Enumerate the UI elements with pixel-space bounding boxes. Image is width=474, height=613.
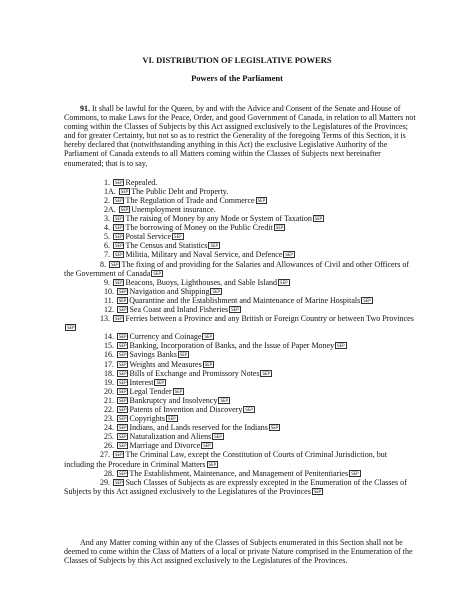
item-text: Legal Tender — [129, 386, 172, 396]
separator-glyph-icon: SEP — [115, 243, 123, 249]
separator-glyph-icon: SEP — [204, 334, 212, 340]
item-text: Quarantine and the Establishment and Maintenance of Marine Hospitals — [129, 295, 361, 305]
separator-glyph-icon: SEP — [119, 407, 127, 412]
separator-glyph-icon: SEP — [280, 279, 288, 285]
separator-glyph-icon: SEP — [115, 279, 123, 285]
separator-glyph-icon: SEP — [119, 434, 127, 440]
list-item — [64, 205, 418, 214]
item-text: The Criminal Law, except the Constitution of Courts of Criminal Jurisdiction, but including the Procedure in Criminal Matters — [64, 450, 387, 469]
list-item — [64, 332, 418, 341]
list-item — [64, 287, 418, 296]
separator-glyph-icon: SEP — [174, 234, 182, 240]
item-text: Indians, and Lands reserved for the Indians — [129, 423, 268, 433]
item-number: 23. — [104, 414, 114, 424]
list-item — [64, 314, 418, 332]
list-item — [64, 178, 418, 187]
item-number: 27. — [100, 450, 110, 460]
separator-glyph-icon: SEP — [220, 397, 228, 403]
separator-glyph-icon: SEP — [115, 197, 123, 203]
item-text: Naturalization and Aliens — [129, 432, 212, 442]
separator-glyph-icon: SEP — [208, 461, 217, 467]
separator-glyph-icon: SEP — [119, 343, 127, 349]
separator-glyph-icon: SEP — [115, 316, 123, 322]
separator-glyph-icon: SEP — [67, 325, 75, 331]
item-number: 1. — [104, 177, 110, 187]
separator-glyph-icon: SEP — [120, 188, 129, 194]
list-item — [64, 305, 418, 314]
closing-paragraph: And any Matter coming within any of the Classes of Subjects enumerated in this Section shall not be deemed to come within the Class of Matters of a local or private Nature comprised in the Enumeration of the Classes of Subjects by this Act assigned exclusively to the Legislatures of the Provinces. — [64, 538, 413, 566]
item-number: 2. — [104, 195, 110, 205]
item-text: Copyrights — [129, 414, 166, 424]
separator-glyph-icon: SEP — [275, 225, 284, 231]
item-text: Interest — [129, 377, 154, 387]
item-number: 8. — [100, 259, 106, 269]
separator-glyph-icon: SEP — [115, 252, 123, 258]
separator-glyph-icon: SEP — [210, 243, 218, 249]
separator-glyph-icon: SEP — [119, 370, 127, 376]
separator-glyph-icon: SEP — [351, 470, 359, 476]
list-item — [64, 450, 418, 468]
list-item — [64, 369, 418, 378]
separator-glyph-icon: SEP — [115, 179, 123, 185]
item-text: Ferries between a Province and any British or Foreign Country or between Two Provinces — [125, 314, 414, 324]
separator-glyph-icon: SEP — [156, 379, 164, 385]
separator-glyph-icon: SEP — [313, 488, 322, 494]
separator-glyph-icon: SEP — [115, 225, 123, 231]
item-number: 12. — [104, 304, 114, 314]
separator-glyph-icon: SEP — [119, 416, 127, 422]
item-text: Marriage and Divorce — [129, 441, 201, 451]
item-text: Currency and Coinage — [129, 332, 202, 342]
item-number: 15. — [104, 341, 114, 351]
separator-glyph-icon: SEP — [119, 379, 127, 385]
separator-glyph-icon: SEP — [212, 288, 220, 294]
enumerated-items-list — [64, 178, 418, 496]
separator-glyph-icon: SEP — [363, 297, 371, 303]
item-number: 1A. — [104, 186, 116, 196]
list-item — [64, 196, 418, 205]
separator-glyph-icon: SEP — [111, 261, 119, 267]
list-item — [64, 278, 418, 287]
separator-glyph-icon: SEP — [119, 352, 127, 358]
separator-glyph-icon: SEP — [270, 425, 279, 431]
list-item — [64, 469, 418, 478]
item-text: Sea Coast and Inland Fisheries — [129, 304, 229, 314]
list-item — [64, 378, 418, 387]
list-item — [64, 187, 418, 196]
item-text: Savings Banks — [129, 350, 177, 360]
item-number: 5. — [104, 232, 110, 242]
item-number: 3. — [104, 214, 110, 224]
item-text: Banking, Incorporation of Banks, and the Issue of Paper Money — [129, 341, 335, 351]
item-number: 26. — [104, 441, 114, 451]
item-number: 18. — [104, 368, 114, 378]
item-number: 14. — [104, 332, 114, 342]
separator-glyph-icon: SEP — [179, 352, 188, 358]
item-text: Patents of Invention and Discovery — [129, 405, 243, 414]
separator-glyph-icon: SEP — [257, 197, 266, 203]
item-text: The Regulation of Trade and Commerce — [125, 195, 255, 205]
list-item — [64, 296, 418, 305]
item-text: Navigation and Shipping — [129, 286, 210, 296]
item-text: Unemployment insurance. — [131, 204, 216, 214]
item-number: 13. — [100, 314, 110, 324]
separator-glyph-icon: SEP — [204, 361, 213, 367]
list-item — [64, 478, 418, 496]
item-number: 19. — [104, 377, 114, 387]
list-item — [64, 260, 418, 278]
list-item — [64, 214, 418, 223]
separator-glyph-icon: SEP — [203, 443, 211, 449]
part-heading: VI. DISTRIBUTION OF LEGISLATIVE POWERS — [142, 55, 332, 65]
separator-glyph-icon: SEP — [245, 407, 253, 412]
item-text: The raising of Money by any Mode or System of Taxation — [125, 214, 312, 224]
separator-glyph-icon: SEP — [115, 234, 123, 240]
list-item — [64, 241, 418, 250]
separator-glyph-icon: SEP — [119, 288, 127, 294]
separator-glyph-icon: SEP — [262, 370, 270, 376]
list-item — [64, 423, 418, 432]
intro-text: It shall be lawful for the Queen, by and with the Advice and Consent of the Senate and House of Commons, to make Laws for the Peace, Order, and good Government of Canada, in relation to all Matters not coming within the Classes of Subjects by this Act assigned exclusively to the Legislatures of the Provinces; and for greater Certainty, but not so as to restrict the Generality of the foregoing Terms of this Section, it is hereby declared that (notwithstanding anything in this Act) the exclusive Legislative Authority of the Parliament of Canada extends to all Matters coming within the Classes of Subjects next hereinafter enumerated; that is to say, — [64, 104, 416, 168]
section-subheading: Powers of the Parliament — [191, 73, 283, 83]
separator-glyph-icon: SEP — [174, 388, 183, 394]
list-item — [64, 405, 418, 414]
item-text: The borrowing of Money on the Public Credit — [125, 223, 273, 233]
item-text: Bankruptcy and Insolvency — [129, 395, 218, 405]
separator-glyph-icon: SEP — [285, 252, 293, 258]
list-item — [64, 350, 418, 359]
intro-paragraph — [64, 104, 418, 168]
item-number: 17. — [104, 359, 114, 369]
separator-glyph-icon: SEP — [118, 297, 127, 303]
separator-glyph-icon: SEP — [119, 425, 127, 431]
list-item — [64, 341, 418, 350]
item-number: 11. — [104, 295, 114, 305]
list-item — [64, 387, 418, 396]
section-body — [64, 104, 418, 496]
item-number: 21. — [104, 395, 114, 405]
item-number: 2A. — [104, 204, 116, 214]
separator-glyph-icon: SEP — [314, 216, 323, 222]
separator-glyph-icon: SEP — [115, 452, 123, 458]
item-number: 4. — [104, 223, 110, 233]
item-text: The Census and Statistics — [125, 241, 208, 251]
item-number: 9. — [104, 277, 110, 287]
separator-glyph-icon: SEP — [337, 343, 345, 349]
separator-glyph-icon: SEP — [168, 416, 176, 422]
item-number: 24. — [104, 423, 114, 433]
separator-glyph-icon: SEP — [119, 334, 127, 340]
item-text: Such Classes of Subjects as are expressly excepted in the Enumeration of the Classes of Subjects by this Act assigned exclusively to the Legislatures of the Provinces — [64, 477, 407, 496]
item-text: The Establishment, Maintenance, and Management of Penitentiaries — [129, 468, 349, 478]
item-number: 20. — [104, 386, 114, 396]
item-number: 6. — [104, 241, 110, 251]
item-number: 29. — [100, 477, 110, 487]
section-number: 91. — [80, 104, 90, 113]
separator-glyph-icon: SEP — [231, 306, 239, 312]
item-number: 25. — [104, 432, 114, 442]
list-item — [64, 223, 418, 232]
separator-glyph-icon: SEP — [214, 434, 222, 440]
item-text: Postal Service — [125, 232, 172, 242]
separator-glyph-icon: SEP — [119, 361, 127, 367]
list-item — [64, 396, 418, 405]
list-item — [64, 414, 418, 423]
separator-glyph-icon: SEP — [119, 306, 127, 312]
item-number: 28. — [104, 468, 114, 478]
item-text: Bills of Exchange and Promissory Notes — [129, 368, 260, 378]
separator-glyph-icon: SEP — [119, 443, 127, 449]
separator-glyph-icon: SEP — [153, 270, 161, 276]
item-text: The Public Debt and Property. — [131, 186, 229, 196]
separator-glyph-icon: SEP — [120, 206, 129, 212]
item-text: Militia, Military and Naval Service, and Defence — [125, 250, 283, 260]
item-number: 16. — [104, 350, 114, 360]
item-number: 10. — [104, 286, 114, 296]
separator-glyph-icon: SEP — [115, 216, 123, 222]
list-item — [64, 232, 418, 241]
item-text: Repealed. — [125, 177, 158, 187]
list-item — [64, 432, 418, 441]
list-item — [64, 441, 418, 450]
separator-glyph-icon: SEP — [119, 397, 127, 403]
item-text: Weights and Measures — [129, 359, 202, 369]
item-number: 22. — [104, 405, 114, 414]
separator-glyph-icon: SEP — [119, 470, 127, 476]
list-item — [64, 250, 418, 259]
item-number: 7. — [104, 250, 110, 260]
item-text: The fixing of and providing for the Salaries and Allowances of Civil and other Officers of the Government of Canada — [64, 259, 410, 278]
separator-glyph-icon: SEP — [115, 479, 123, 485]
list-item — [64, 360, 418, 369]
item-text: Beacons, Buoys, Lighthouses, and Sable Island — [125, 277, 278, 287]
separator-glyph-icon: SEP — [119, 388, 127, 394]
